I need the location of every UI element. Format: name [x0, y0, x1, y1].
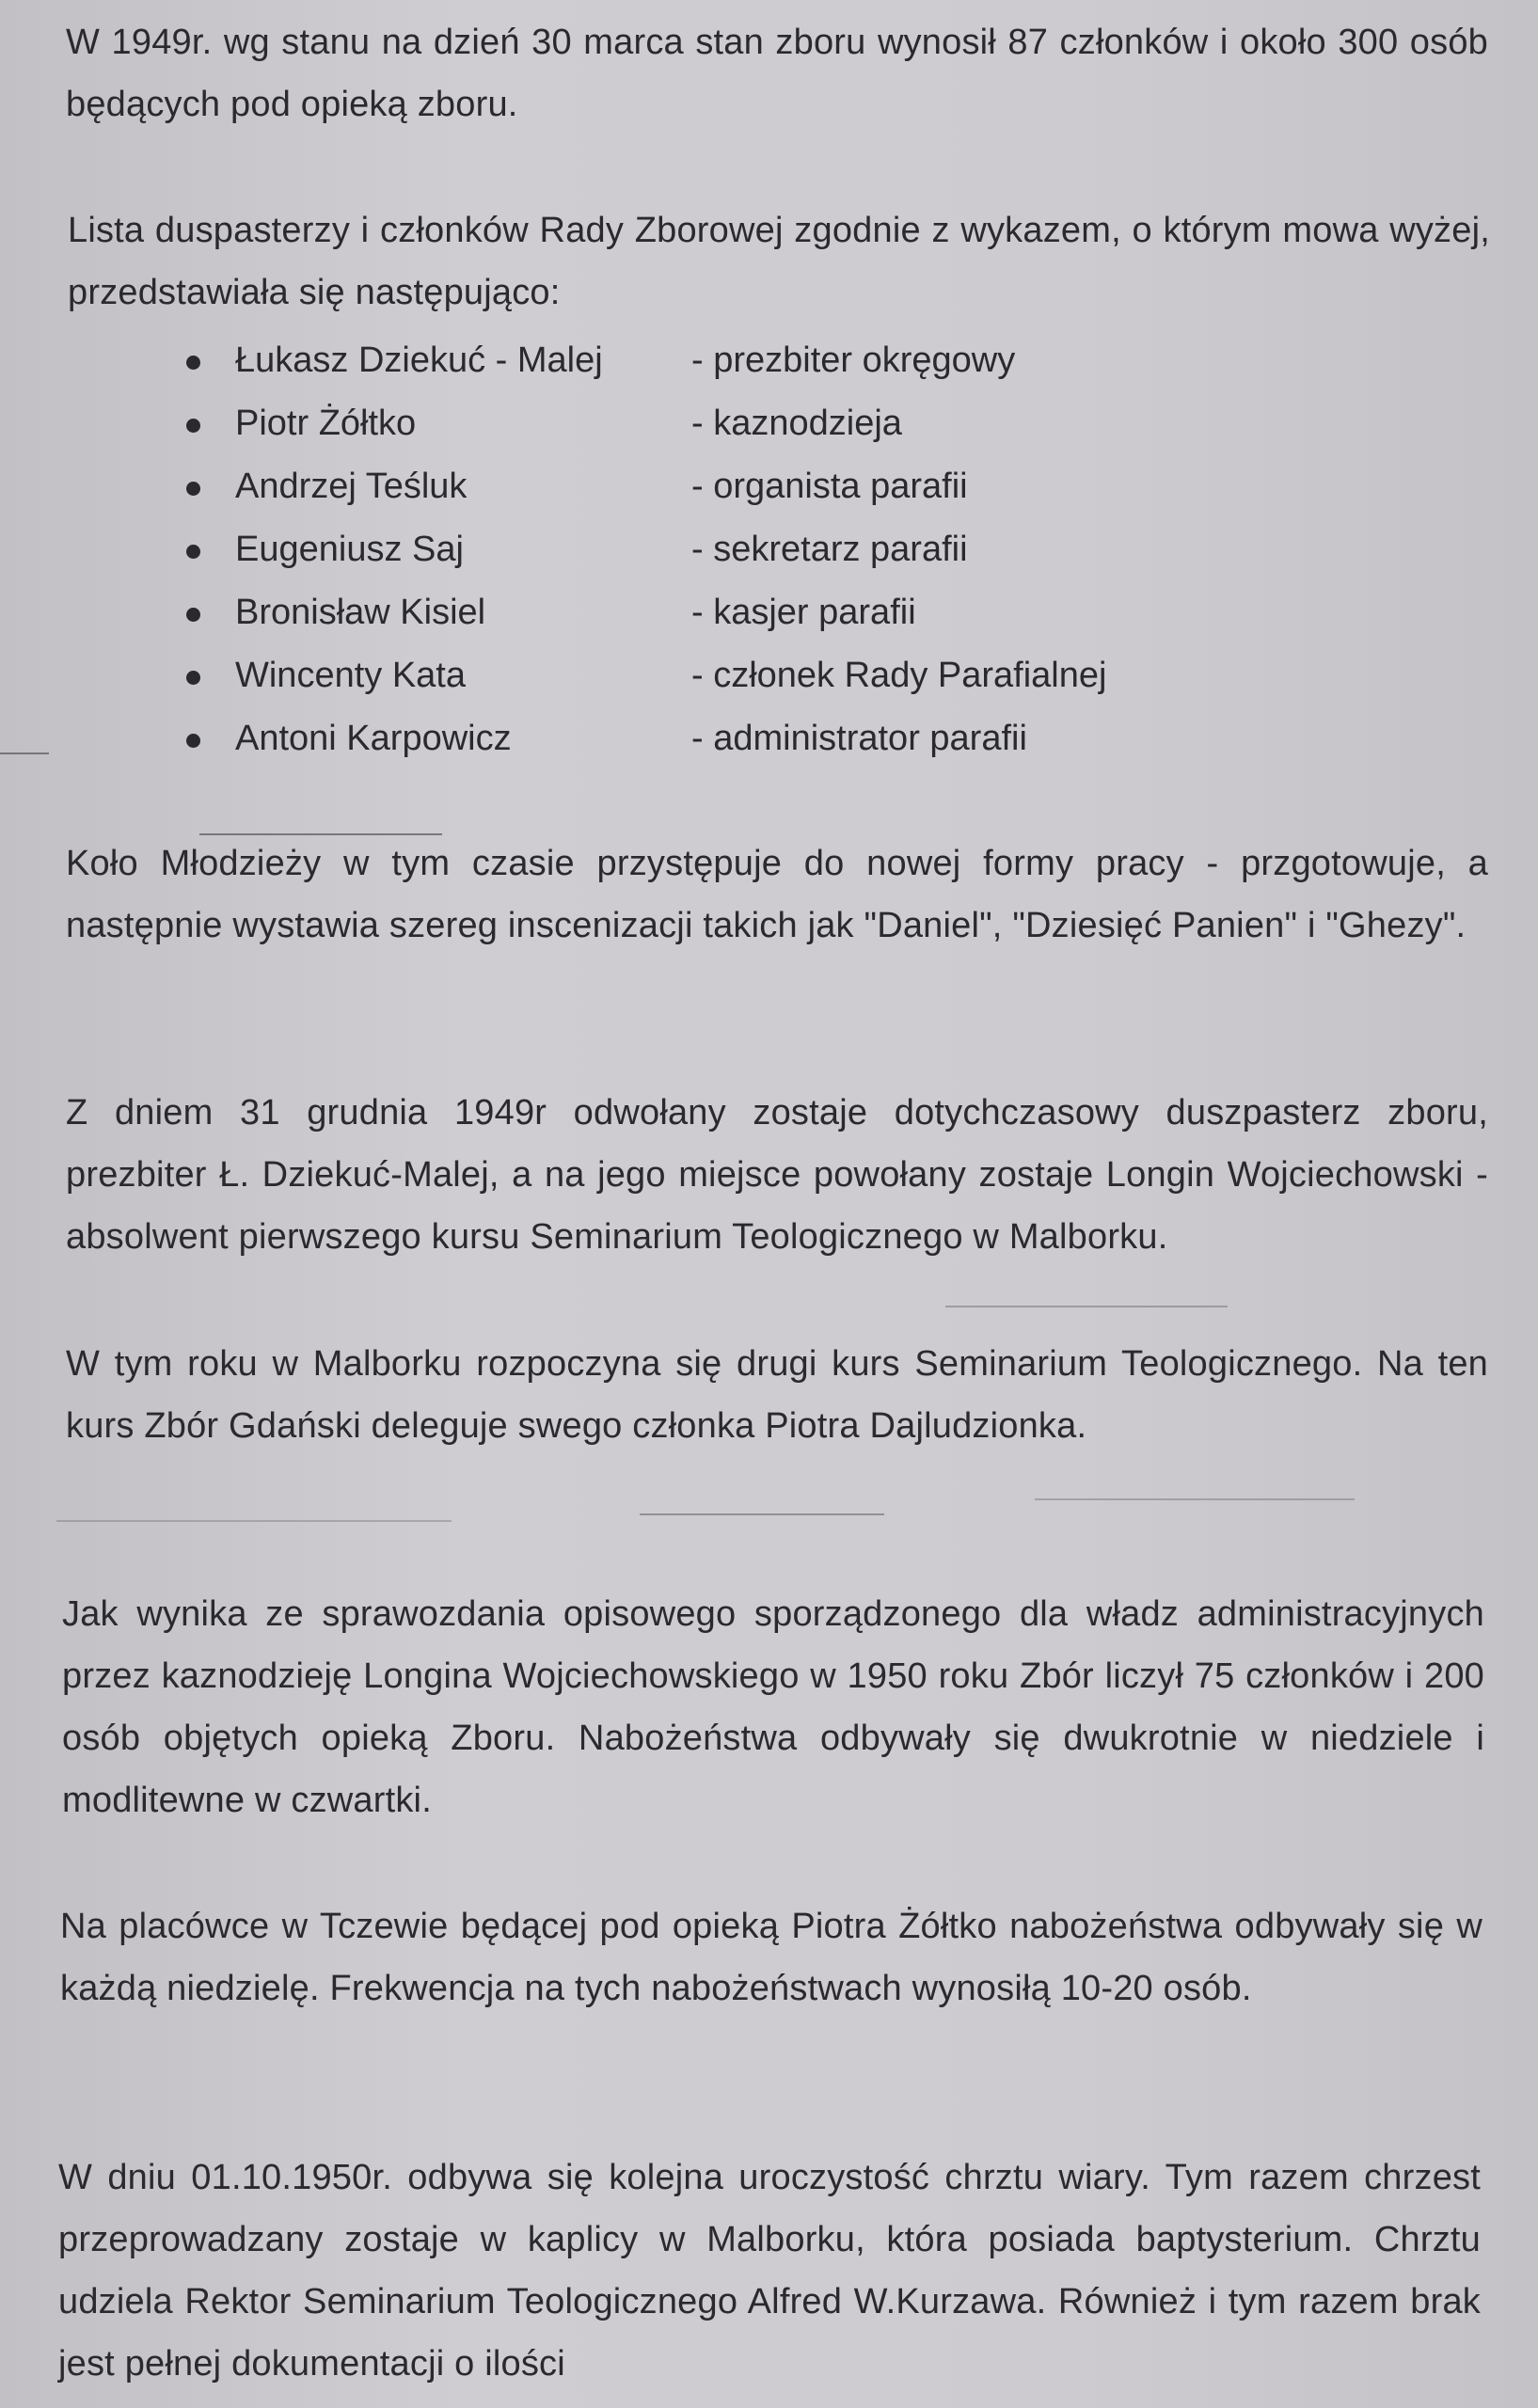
council-list-item	[0, 518, 1538, 581]
paragraph-youth-circle: Koło Młodzieży w tym czasie przystępuje do nowej formy pracy - przgotowuje, a następnie wystawia szereg inscenizacji takich jak "Daniel", "Dziesięć Panien" i "Ghezy".	[66, 844, 1488, 945]
council-member-role: - administrator parafii	[691, 719, 1027, 758]
council-list-item	[0, 392, 1538, 455]
bullet-icon	[186, 608, 200, 622]
council-member-role: - członek Rady Parafialnej	[691, 656, 1107, 695]
council-member-name: Wincenty Kata	[235, 656, 466, 695]
scan-line-mark	[1035, 1498, 1355, 1500]
paragraph-seminary-course: W tym roku w Malborku rozpoczyna się drugi kurs Seminarium Teologicznego. Na ten kurs Zbór Gdański deleguje swego członka Piotra Dajludzionka.	[66, 1344, 1488, 1446]
council-list-item	[0, 581, 1538, 644]
council-member-name: Bronisław Kisiel	[235, 593, 486, 632]
bullet-icon	[186, 482, 200, 496]
council-member-name: Eugeniusz Saj	[235, 530, 464, 569]
bullet-icon	[186, 356, 200, 370]
scan-line-mark	[945, 1306, 1228, 1307]
paragraph-report-1950: Jak wynika ze sprawozdania opisowego sporządzonego dla władz administracyjnych przez kaznodzieję Longina Wojciechowskiego w 1950 roku Zbór liczył 75 członków i 200 osób objętych opieką Zboru. Nabożeństwa odbywały się dwukrotnie w niedziele i modlitewne w czwartki.	[62, 1594, 1484, 1820]
scan-line-mark	[56, 1520, 452, 1522]
council-member-name: Andrzej Teśluk	[235, 467, 468, 506]
council-list-item	[0, 644, 1538, 707]
council-member-role: - kaznodzieja	[691, 404, 902, 443]
council-member-name: Piotr Żółtko	[235, 404, 417, 443]
paragraph-baptism: W dniu 01.10.1950r. odbywa się kolejna uroczystość chrztu wiary. Tym razem chrzest przeprowadzany zostaje w kaplicy w Malborku, która posiada baptysterium. Chrztu udziela Rektor Seminarium Teologicznego Alfred W.Kurzawa. Również i tym razem brak jest pełnej dokumentacji o ilości	[58, 2158, 1481, 2384]
council-member-role: - sekretarz parafii	[691, 530, 968, 569]
scan-line-mark	[0, 752, 49, 754]
council-member-role: - kasjer parafii	[691, 593, 916, 632]
paragraph-membership-1949: W 1949r. wg stanu na dzień 30 marca stan zboru wynosił 87 członków i około 300 osób będących pod opieką zboru.	[66, 23, 1488, 124]
bullet-icon	[186, 734, 200, 748]
council-member-name: Łukasz Dziekuć - Malej	[235, 341, 603, 380]
paragraph-tczew: Na placówce w Tczewie będącej pod opieką Piotra Żółtko nabożeństwa odbywały się w każdą niedzielę. Frekwencja na tych nabożeństwach wynosiłą 10-20 osób.	[60, 1907, 1483, 2008]
council-member-name: Antoni Karpowicz	[235, 719, 512, 758]
council-member-role: - prezbiter okręgowy	[691, 341, 1016, 380]
council-list	[0, 329, 1538, 770]
paragraph-council-intro: Lista duspasterzy i członków Rady Zborowej zgodnie z wykazem, o którym mowa wyżej, przedstawiała się następująco:	[68, 211, 1490, 312]
council-member-role: - organista parafii	[691, 467, 968, 506]
bullet-icon	[186, 545, 200, 559]
council-list-item	[0, 707, 1538, 770]
paragraph-new-pastor: Z dniem 31 grudnia 1949r odwołany zostaje dotychczasowy duszpasterz zboru, prezbiter Ł. Dziekuć-Malej, a na jego miejsce powołany zostaje Longin Wojciechowski - absolwent pierwszego kursu Seminarium Teologicznego w Malborku.	[66, 1093, 1488, 1257]
bullet-icon	[186, 671, 200, 685]
council-list-item	[0, 329, 1538, 392]
council-list-item	[0, 455, 1538, 518]
scan-line-mark	[640, 1513, 884, 1515]
bullet-icon	[186, 419, 200, 433]
scan-line-mark	[199, 833, 442, 835]
